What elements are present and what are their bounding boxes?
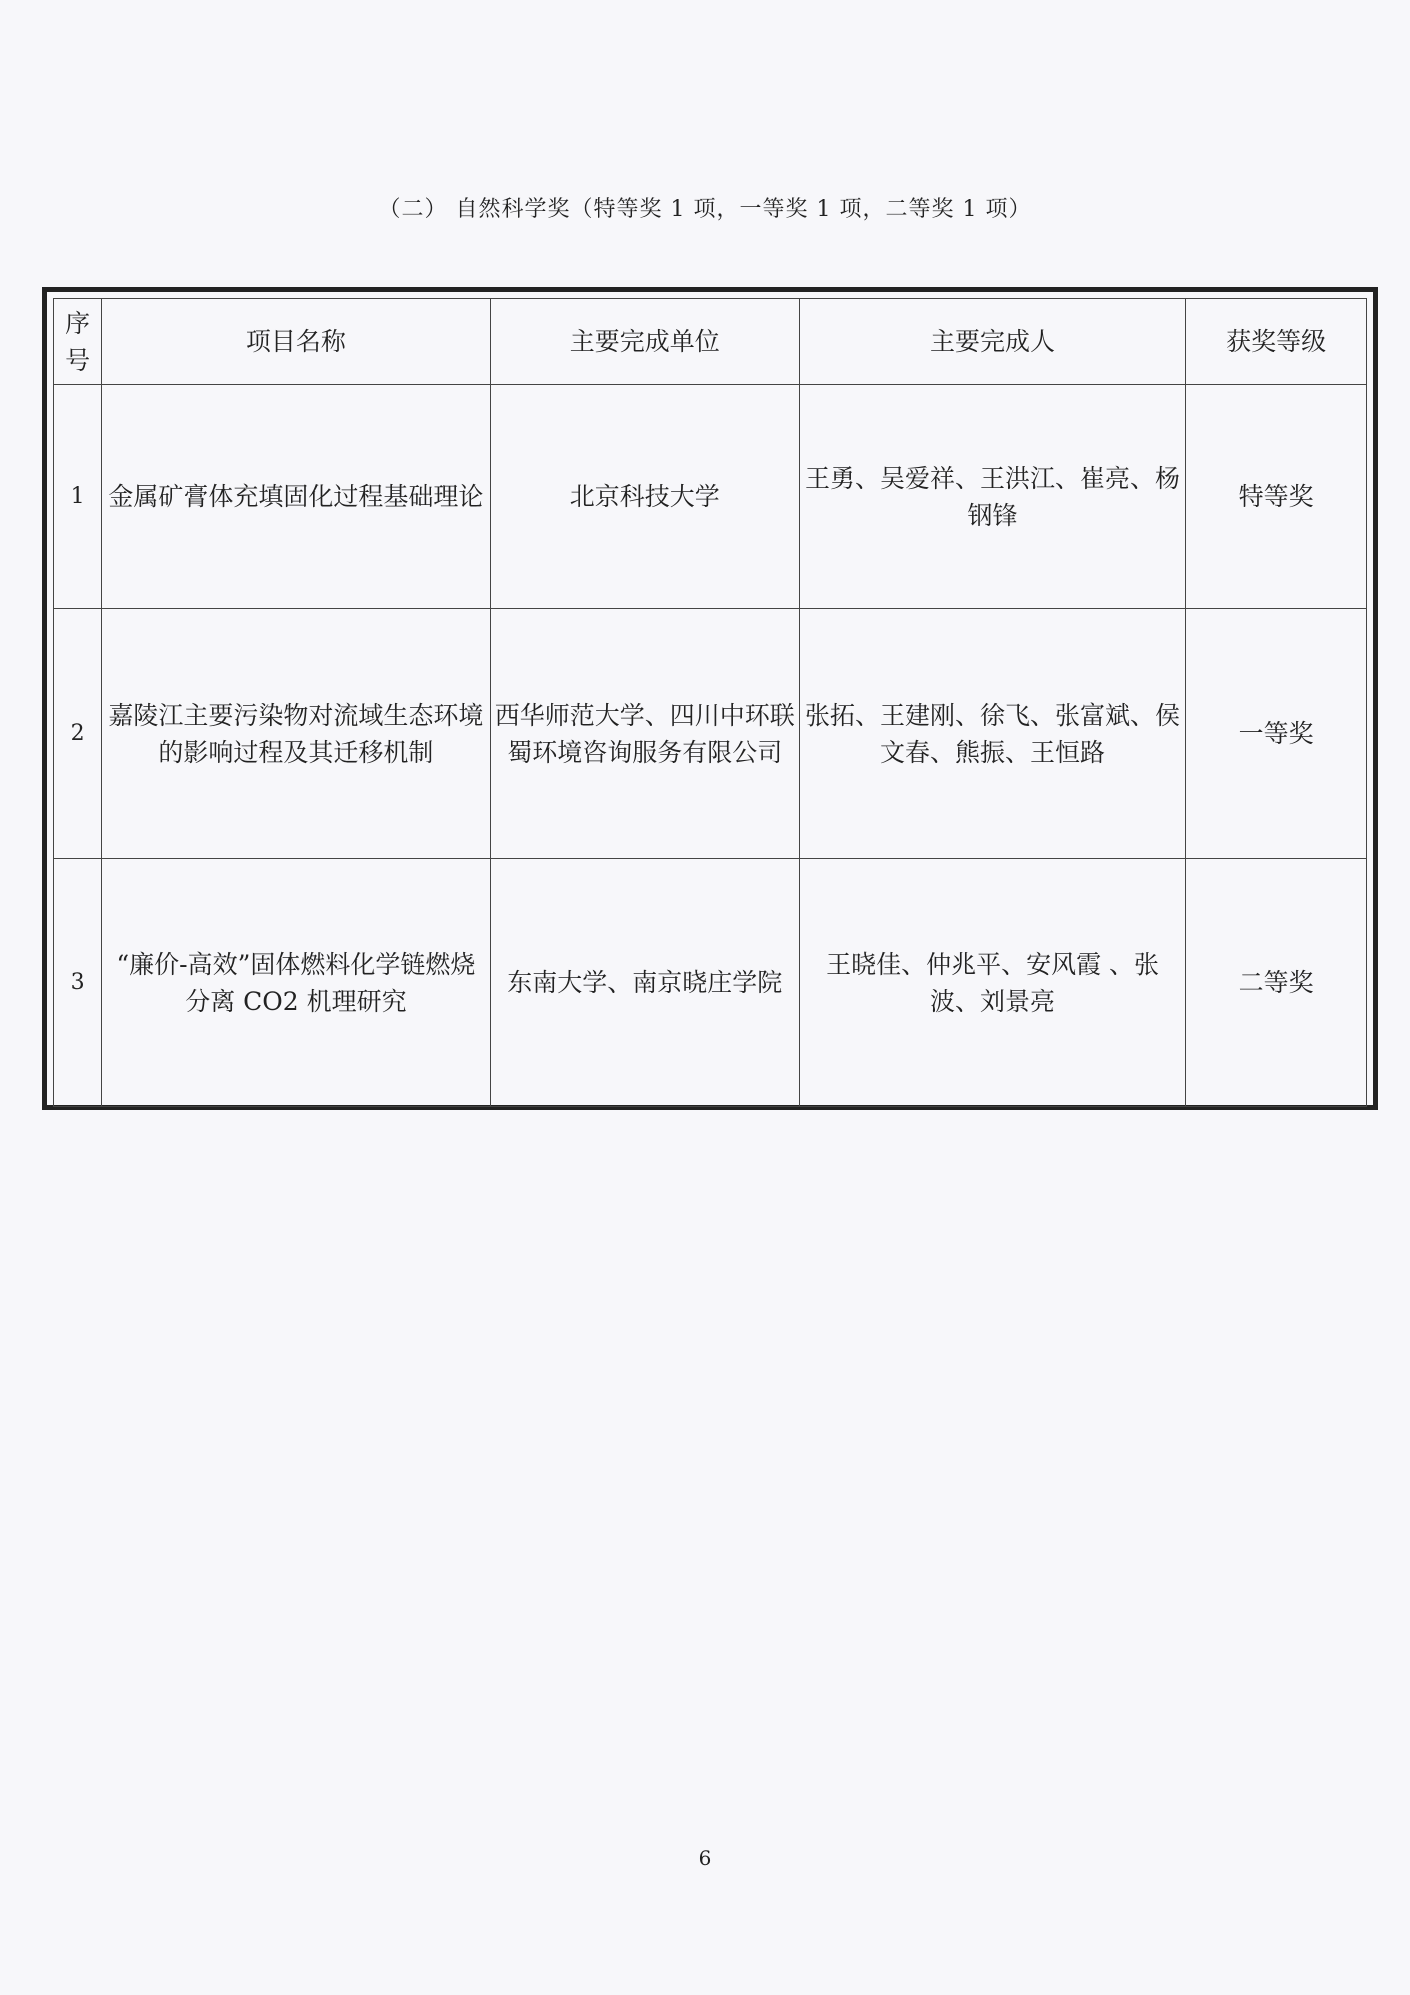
row-no: 1 (54, 385, 102, 609)
page-number: 6 (698, 1846, 712, 1870)
header-project-name: 项目名称 (102, 299, 490, 385)
row-people: 王勇、吴爱祥、王洪江、崔亮、杨钢锋 (799, 385, 1185, 609)
row-grade: 特等奖 (1186, 385, 1367, 609)
row-unit: 东南大学、南京晓庄学院 (490, 859, 799, 1107)
row-project-name: “廉价-高效”固体燃料化学链燃烧分离 CO2 机理研究 (102, 859, 490, 1107)
section-heading: （二） 自然科学奖（特等奖 1 项，一等奖 1 项，二等奖 1 项） (378, 197, 1032, 222)
table-row (54, 385, 1367, 609)
row-people: 张拓、王建刚、徐飞、张富斌、侯文春、熊振、王恒路 (799, 609, 1185, 859)
header-grade: 获奖等级 (1186, 299, 1367, 385)
award-table (53, 298, 1367, 1107)
header-no: 序号 (54, 299, 102, 385)
row-unit: 西华师范大学、四川中环联蜀环境咨询服务有限公司 (490, 609, 799, 859)
header-people: 主要完成人 (799, 299, 1185, 385)
row-no: 2 (54, 609, 102, 859)
row-people: 王晓佳、仲兆平、安风霞 、张波、刘景亮 (799, 859, 1185, 1107)
table-row (54, 609, 1367, 859)
row-project-name: 嘉陵江主要污染物对流域生态环境的影响过程及其迁移机制 (102, 609, 490, 859)
award-table-frame (42, 287, 1378, 1110)
header-unit: 主要完成单位 (490, 299, 799, 385)
table-row (54, 859, 1367, 1107)
row-grade: 一等奖 (1186, 609, 1367, 859)
table-header-row (54, 299, 1367, 385)
row-grade: 二等奖 (1186, 859, 1367, 1107)
row-no: 3 (54, 859, 102, 1107)
row-unit: 北京科技大学 (490, 385, 799, 609)
row-project-name: 金属矿膏体充填固化过程基础理论 (102, 385, 490, 609)
